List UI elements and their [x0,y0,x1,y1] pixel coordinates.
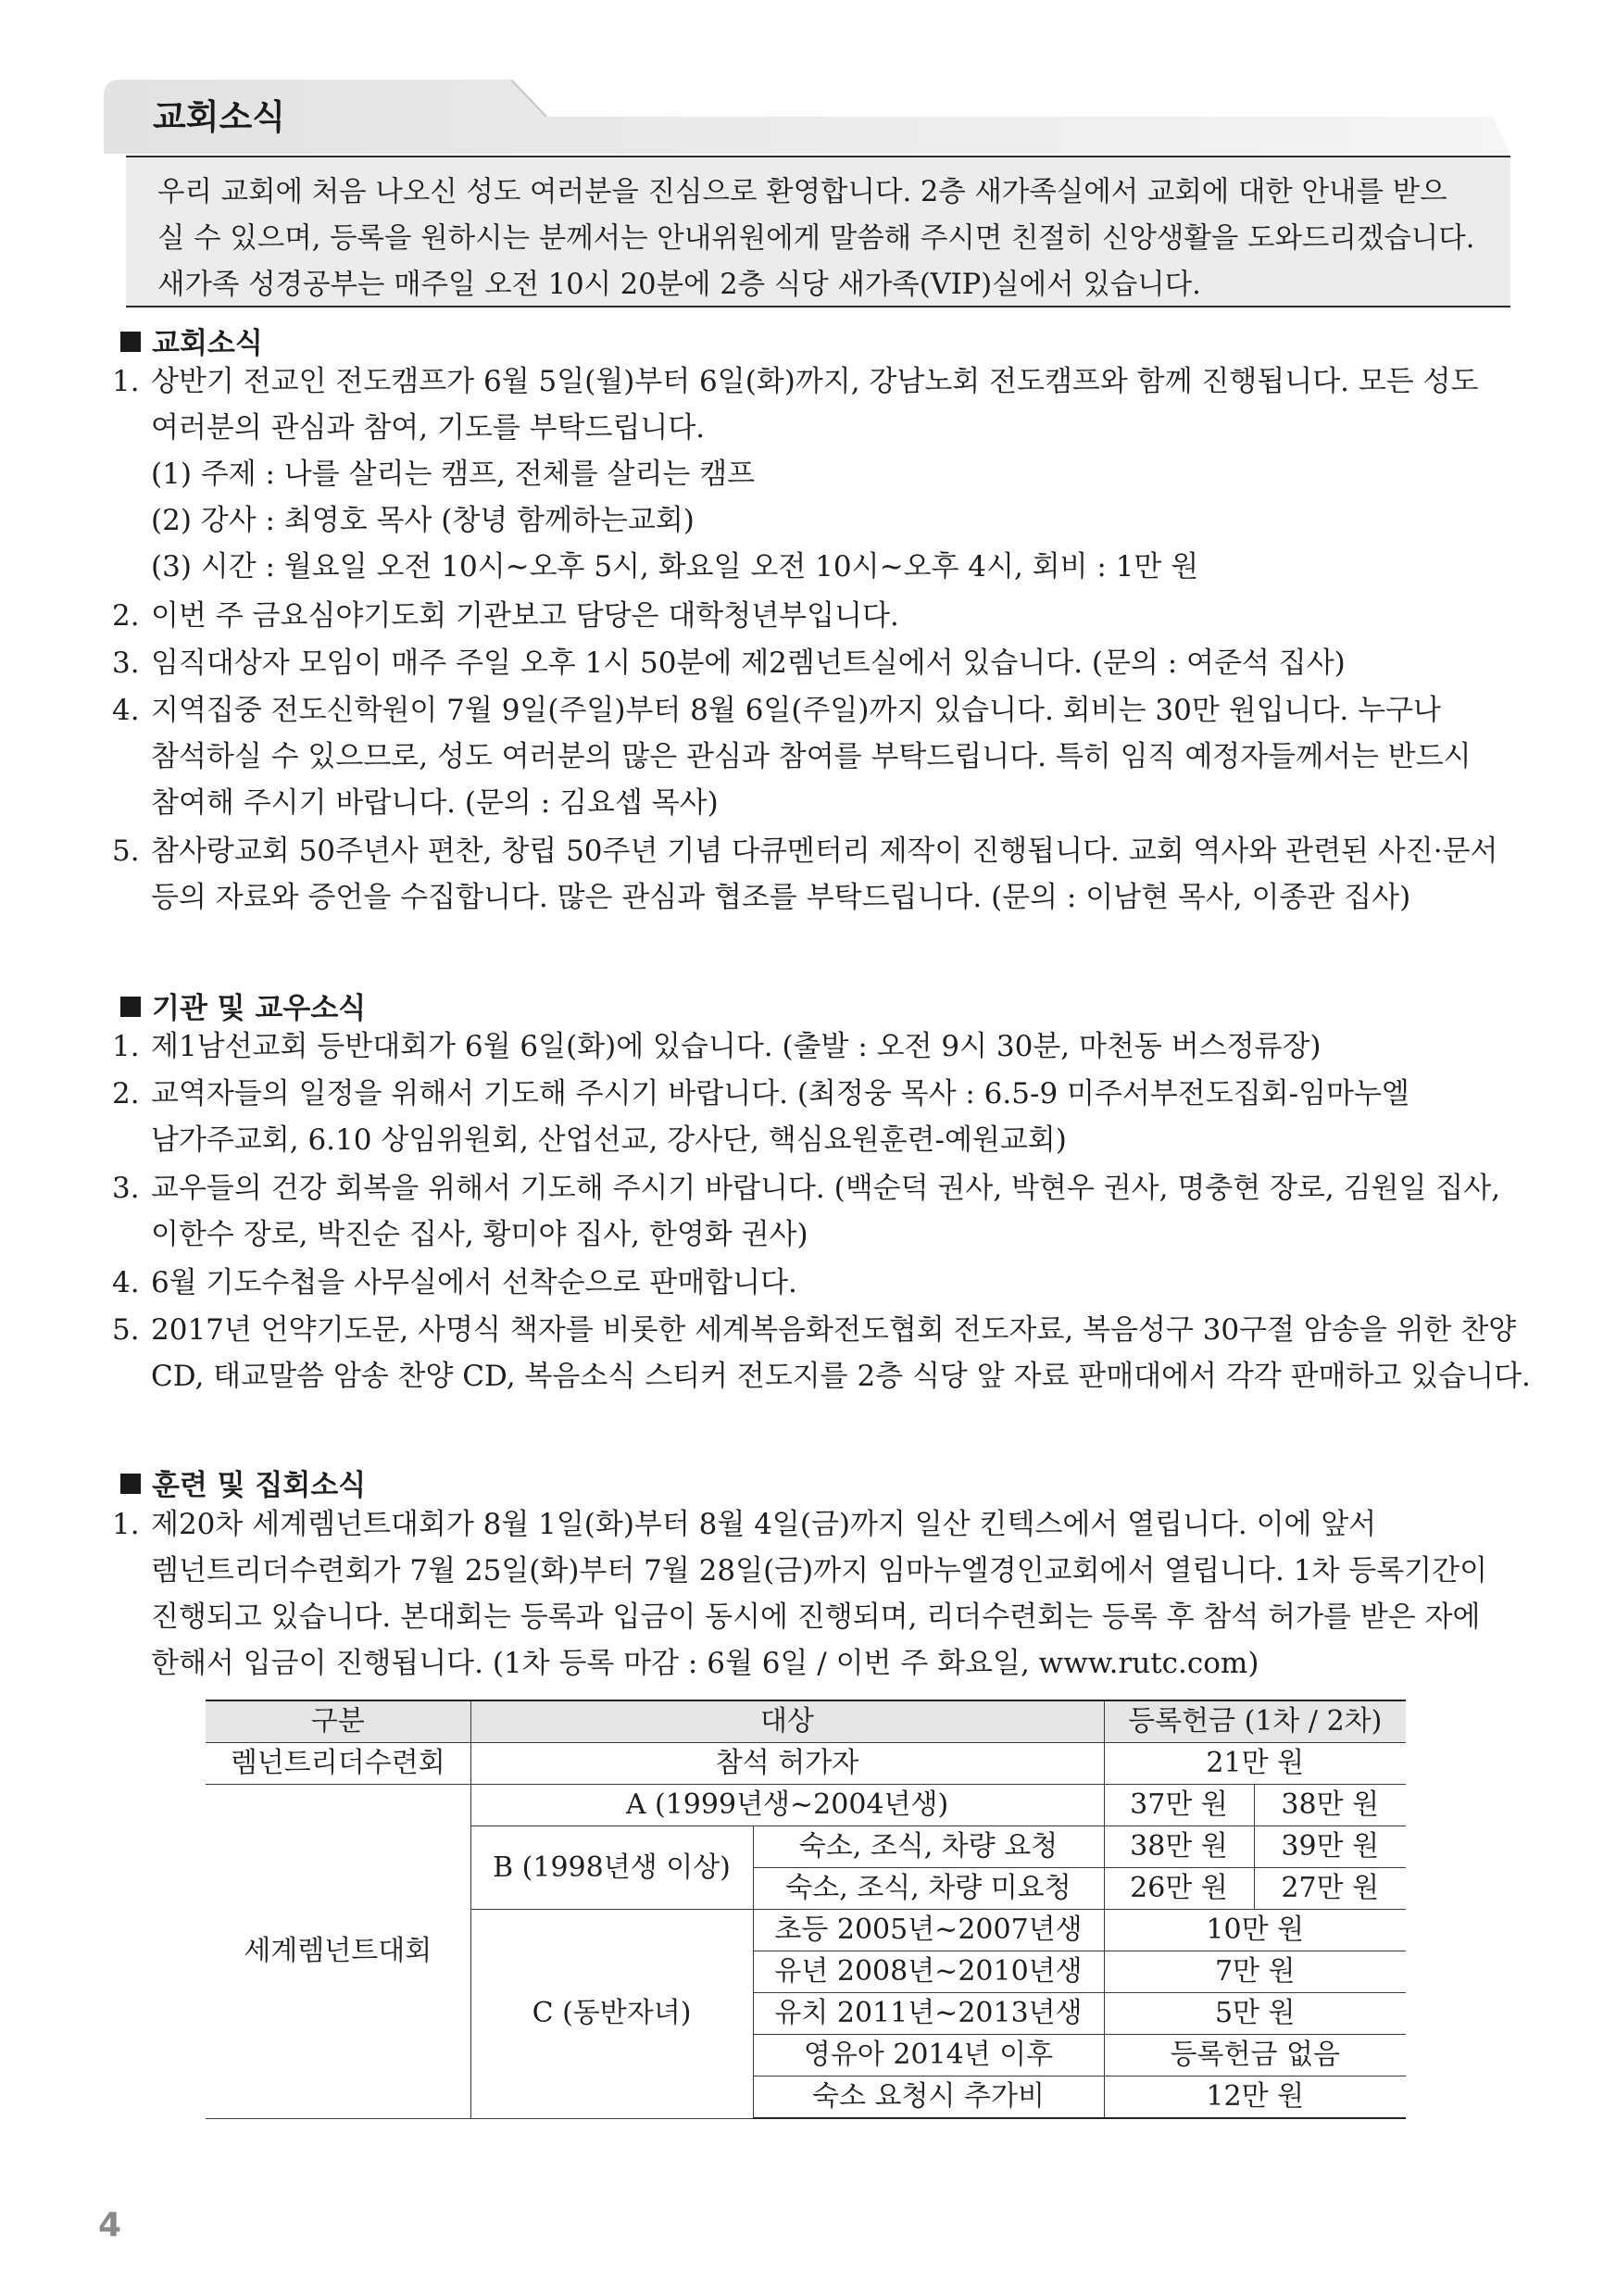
table-cell-category: 세계렘넌트대회 [206,1785,470,2119]
table-cell-option: 숙소, 조식, 차량 미요청 [753,1868,1104,1910]
item-number: 3. [112,646,140,680]
list-item-text: 참사랑교회 50주년사 편찬, 창립 50주년 기념 다큐멘터리 제작이 진행됩니다. 교회 역사와 관련된 사진·문서 [151,834,1498,868]
table-cell-fee: 21만 원 [1104,1743,1406,1785]
table-header-cell: 구분 [206,1700,470,1743]
list-item-text: 남가주교회, 6.10 상임위원회, 산업선교, 강사단, 핵심요원훈련-예원교회) [151,1123,1067,1157]
list-item-text: 제20차 세계렘넌트대회가 8월 1일(화)부터 8월 4일(금)까지 일산 킨텍스에서 열립니다. 이에 앞서 [151,1508,1377,1541]
section-heading-church: 교회소식 [120,320,263,361]
list-item-text: 임직대상자 모임이 매주 주일 오후 1시 50분에 제2렘넌트실에서 있습니다. (문의 : 여준석 집사) [151,646,1346,680]
list-item-text: 참석하실 수 있으므로, 성도 여러분의 많은 관심과 참여를 부탁드립니다. 특히 임직 예정자들께서는 반드시 [151,740,1472,773]
square-bullet-icon [120,332,141,352]
table-cell-fee: 27만 원 [1254,1868,1406,1910]
table-cell-target: 참석 허가자 [470,1743,1104,1785]
table-cell-target: A (1999년생~2004년생) [470,1785,1104,1826]
welcome-line: 실 수 있으며, 등록을 원하시는 분께서는 안내위원에게 말씀해 주시면 친절히 신앙생활을 도와드리겠습니다. [157,222,1475,255]
square-bullet-icon [120,1474,141,1494]
item-number: 1. [112,365,140,398]
list-item-text: 제1남선교회 등반대회가 6월 6일(화)에 있습니다. (출발 : 오전 9시 30분, 마천동 버스정류장) [151,1030,1322,1063]
table-cell-fee: 26만 원 [1104,1868,1254,1910]
list-item-text: 이한수 장로, 박진순 집사, 황미야 집사, 한영화 권사) [151,1218,808,1251]
table-cell-group: B (1998년생 이상) [470,1826,753,1910]
table-cell-fee: 7만 원 [1104,1951,1406,1993]
list-item-text: 진행되고 있습니다. 본대회는 등록과 입금이 동시에 진행되며, 리더수련회는 등록 후 참석 허가를 받은 자에 [151,1600,1481,1634]
list-item-text: 한해서 입금이 진행됩니다. (1차 등록 마감 : 6월 6일 / 이번 주 화요일, www.rutc.com) [151,1647,1259,1680]
list-item-text: 등의 자료와 증언을 수집합니다. 많은 관심과 협조를 부탁드립니다. (문의 : 이남현 목사, 이종관 집사) [151,881,1411,914]
list-item-text: 교역자들의 일정을 위해서 기도해 주시기 바랍니다. (최정웅 목사 : 6.5-9 미주서부전도집회-임마누엘 [151,1077,1409,1110]
table-cell-fee: 5만 원 [1104,1993,1406,2035]
table-cell-fee: 38만 원 [1104,1826,1254,1868]
section-heading-institution: 기관 및 교우소식 [120,985,366,1026]
welcome-line: 우리 교회에 처음 나오신 성도 여러분을 진심으로 환영합니다. 2층 새가족실에서 교회에 대한 안내를 받으 [157,176,1447,208]
list-item-text: 상반기 전교인 전도캠프가 6월 5일(월)부터 6일(화)까지, 강남노회 전도캠프와 함께 진행됩니다. 모든 성도 [151,365,1479,398]
table-row [206,1743,1406,1785]
table-cell-option: 유년 2008년~2010년생 [753,1951,1104,1993]
section-header-tab [104,80,1510,154]
table-cell-fee: 등록헌금 없음 [1104,2035,1406,2076]
table-cell-fee: 12만 원 [1104,2076,1406,2119]
welcome-notice [126,156,1510,307]
list-item-text: 참여해 주시기 바랍니다. (문의 : 김요셉 목사) [151,786,719,820]
sub-item-text: (3) 시간 : 월요일 오전 10시~오후 5시, 화요일 오전 10시~오후 4시, 회비 : 1만 원 [151,550,1199,583]
table-cell-option: 숙소 요청시 추가비 [753,2076,1104,2119]
table-header-cell: 대상 [470,1700,1104,1743]
registration-fee-table [206,1700,1406,2119]
table-cell-category: 렘넌트리더수련회 [206,1743,470,1785]
table-cell-fee: 37만 원 [1104,1785,1254,1826]
table-cell-option: 영유아 2014년 이후 [753,2035,1104,2076]
item-number: 4. [112,1266,140,1299]
item-number: 1. [112,1030,140,1063]
table-row [206,1785,1406,1826]
section-heading-training: 훈련 및 집회소식 [120,1462,366,1503]
item-number: 2. [112,599,140,633]
table-cell-fee: 39만 원 [1254,1826,1406,1868]
square-bullet-icon [120,997,141,1017]
table-cell-group: C (동반자녀) [470,1910,753,2119]
page-title: 교회소식 [153,97,285,137]
page-number: 4 [98,2206,122,2244]
list-item-text: 여러분의 관심과 참여, 기도를 부탁드립니다. [151,411,706,445]
item-number: 3. [112,1172,140,1205]
list-item-text: 교우들의 건강 회복을 위해서 기도해 주시기 바랍니다. (백순덕 권사, 박현우 권사, 명충현 장로, 김원일 집사, [151,1172,1501,1205]
sub-item-text: (2) 강사 : 최영호 목사 (창녕 함께하는교회) [151,504,695,537]
item-number: 5. [112,834,140,868]
table-header-cell: 등록헌금 (1차 / 2차) [1104,1700,1406,1743]
list-item-text: 6월 기도수첩을 사무실에서 선착순으로 판매합니다. [151,1266,797,1299]
sub-item-text: (1) 주제 : 나를 살리는 캠프, 전체를 살리는 캠프 [151,458,756,491]
item-number: 4. [112,694,140,727]
table-cell-option: 초등 2005년~2007년생 [753,1910,1104,1951]
item-number: 1. [112,1508,140,1541]
list-item-text: 이번 주 금요심야기도회 기관보고 담당은 대학청년부입니다. [151,599,899,633]
table-cell-option: 유치 2011년~2013년생 [753,1993,1104,2035]
table-cell-option: 숙소, 조식, 차량 요청 [753,1826,1104,1868]
welcome-line: 새가족 성경공부는 매주일 오전 10시 20분에 2층 식당 새가족(VIP)실에서 있습니다. [157,269,1201,301]
list-item-text: 2017년 언약기도문, 사명식 책자를 비롯한 세계복음화전도협회 전도자료, 복음성구 30구절 암송을 위한 찬양 [151,1313,1517,1347]
table-cell-fee: 38만 원 [1254,1785,1406,1826]
list-item-text: CD, 태교말씀 암송 찬양 CD, 복음소식 스티커 전도지를 2층 식당 앞 자료 판매대에서 각각 판매하고 있습니다. [151,1360,1531,1393]
table-header-row [206,1700,1406,1743]
list-item-text: 지역집중 전도신학원이 7월 9일(주일)부터 8월 6일(주일)까지 있습니다. 회비는 30만 원입니다. 누구나 [151,694,1441,727]
item-number: 2. [112,1077,140,1110]
item-number: 5. [112,1313,140,1347]
table-cell-fee: 10만 원 [1104,1910,1406,1951]
list-item-text: 렘넌트리더수련회가 7월 25일(화)부터 7월 28일(금)까지 임마누엘경인교회에서 열립니다. 1차 등록기간이 [151,1554,1488,1587]
